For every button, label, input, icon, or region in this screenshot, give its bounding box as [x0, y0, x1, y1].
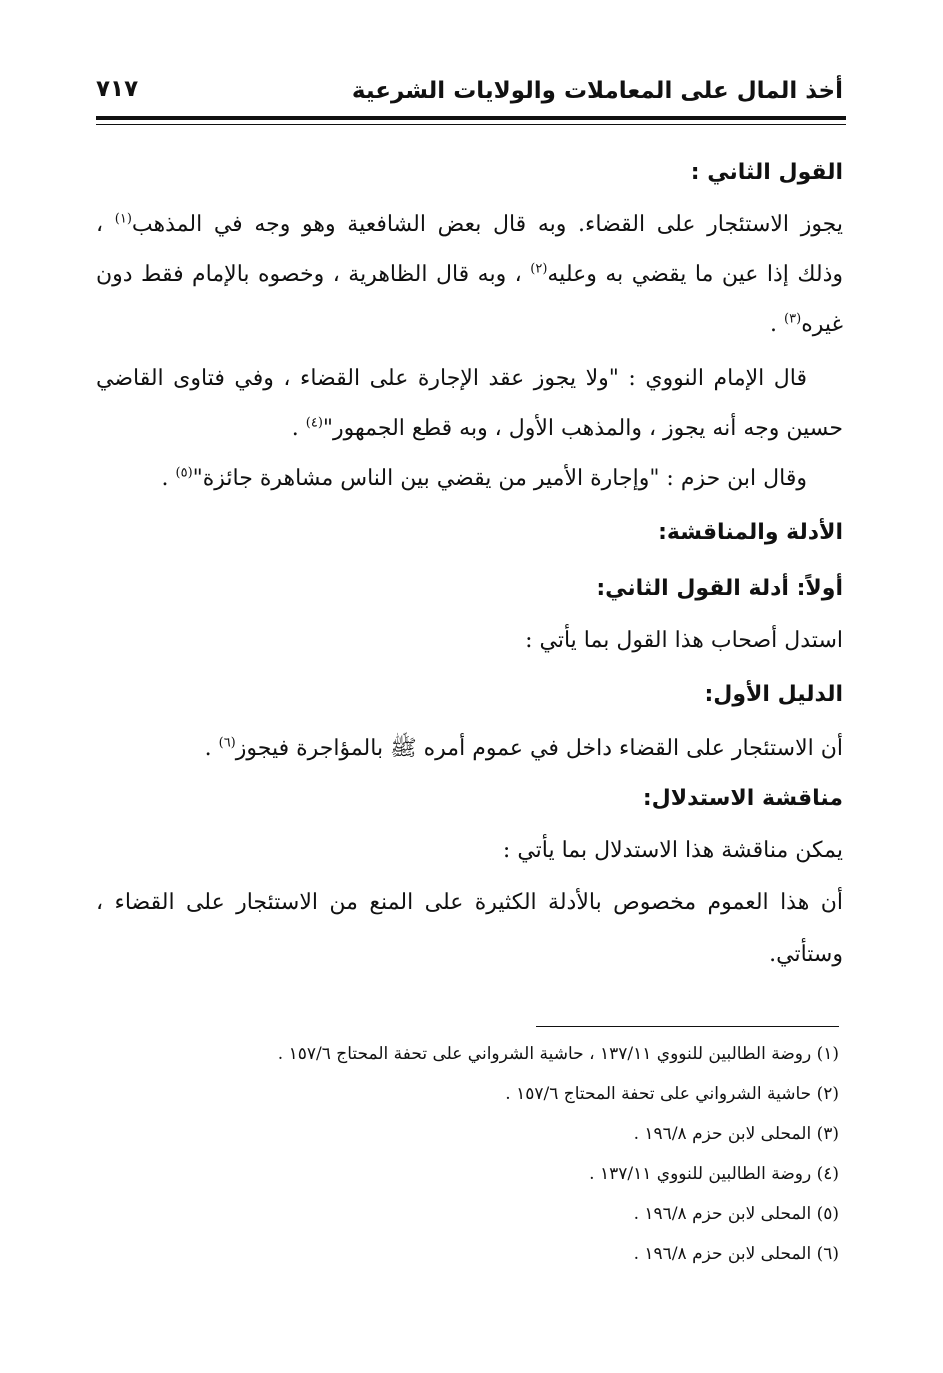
- line-end: ،: [96, 212, 115, 237]
- section-heading-first-proof: الدليل الأول:: [704, 682, 843, 707]
- paragraph-line: [292, 416, 843, 441]
- paragraph-line: [770, 312, 843, 337]
- running-title: أخذ المال على المعاملات والولايات الشرعية: [351, 78, 843, 104]
- paragraph-line: وستأتي.: [769, 942, 843, 967]
- footnote-ref: (٦): [218, 735, 236, 751]
- footnote: (٤) روضة الطالبين للنووي ١٣٧/١١ .: [589, 1164, 839, 1184]
- paragraph-line: [205, 734, 843, 766]
- footnote: (٢) حاشية الشرواني على تحفة المحتاج ١٥٧/٦ .: [505, 1084, 839, 1104]
- footnote-separator: [536, 1026, 839, 1027]
- line-end: .: [161, 466, 176, 491]
- line-text: غيره: [801, 312, 843, 337]
- paragraph-line: [162, 466, 808, 491]
- section-heading-evidence: الأدلة والمناقشة:: [658, 520, 843, 545]
- line-text: حسين وجه أنه يجوز ، والمذهب الأول ، وبه قطع الجمهور": [322, 416, 843, 441]
- footnote-ref: (٥): [175, 465, 193, 481]
- footnote-ref: (١): [114, 211, 132, 227]
- footnote: (١) روضة الطالبين للنووي ١٣٧/١١ ، حاشية الشرواني على تحفة المحتاج ١٥٧/٦ .: [277, 1044, 839, 1064]
- footnote-ref: (٢): [530, 261, 548, 277]
- footnote: (٣) المحلى لابن حزم ١٩٦/٨ .: [633, 1124, 839, 1144]
- section-heading-second-opinion: القول الثاني :: [690, 160, 843, 185]
- line-text: يجوز الاستئجار على القضاء. وبه قال بعض الشافعية وهو وجه في المذهب: [131, 212, 844, 237]
- header-rule-thick: [96, 116, 846, 120]
- footnote-ref: (٣): [784, 311, 802, 327]
- footnote: (٦) المحلى لابن حزم ١٩٦/٨ .: [633, 1244, 839, 1264]
- footnote: (٥) المحلى لابن حزم ١٩٦/٨ .: [633, 1204, 839, 1224]
- line-text: أن الاستئجار على القضاء داخل في عموم أمره ﷺ بالمؤاجرة فيجوز: [235, 736, 843, 761]
- paragraph-line: أن هذا العموم مخصوص بالأدلة الكثيرة على المنع من الاستئجار على القضاء ،: [96, 890, 843, 915]
- paragraph-line: استدل أصحاب هذا القول بما يأتي :: [525, 628, 843, 653]
- paragraph-line: يمكن مناقشة هذا الاستدلال بما يأتي :: [502, 838, 843, 863]
- line-end: .: [770, 312, 785, 337]
- line-text: وقال ابن حزم : "وإجارة الأمير من يقضي بين الناس مشاهرة جائزة": [192, 466, 807, 491]
- line-end: .: [204, 736, 219, 761]
- paragraph-line: قال الإمام النووي : "ولا يجوز عقد الإجارة على القضاء ، وفي فتاوى القاضي: [96, 366, 807, 391]
- section-heading-first: أولاً: أدلة القول الثاني:: [596, 576, 843, 601]
- line-end: .: [291, 416, 306, 441]
- line-text: ، وبه قال الظاهرية ، وخصوه بالإمام فقط دون: [96, 262, 531, 287]
- paragraph-line: [96, 262, 843, 287]
- footnote-ref: (٤): [305, 415, 323, 431]
- header-rule-thin: [96, 124, 846, 125]
- page-number: ٧١٧: [96, 76, 139, 102]
- paragraph-line: [96, 212, 843, 237]
- section-heading-discussion: مناقشة الاستدلال:: [642, 786, 843, 811]
- line-text: وذلك إذا عين ما يقضي به وعليه: [547, 262, 843, 287]
